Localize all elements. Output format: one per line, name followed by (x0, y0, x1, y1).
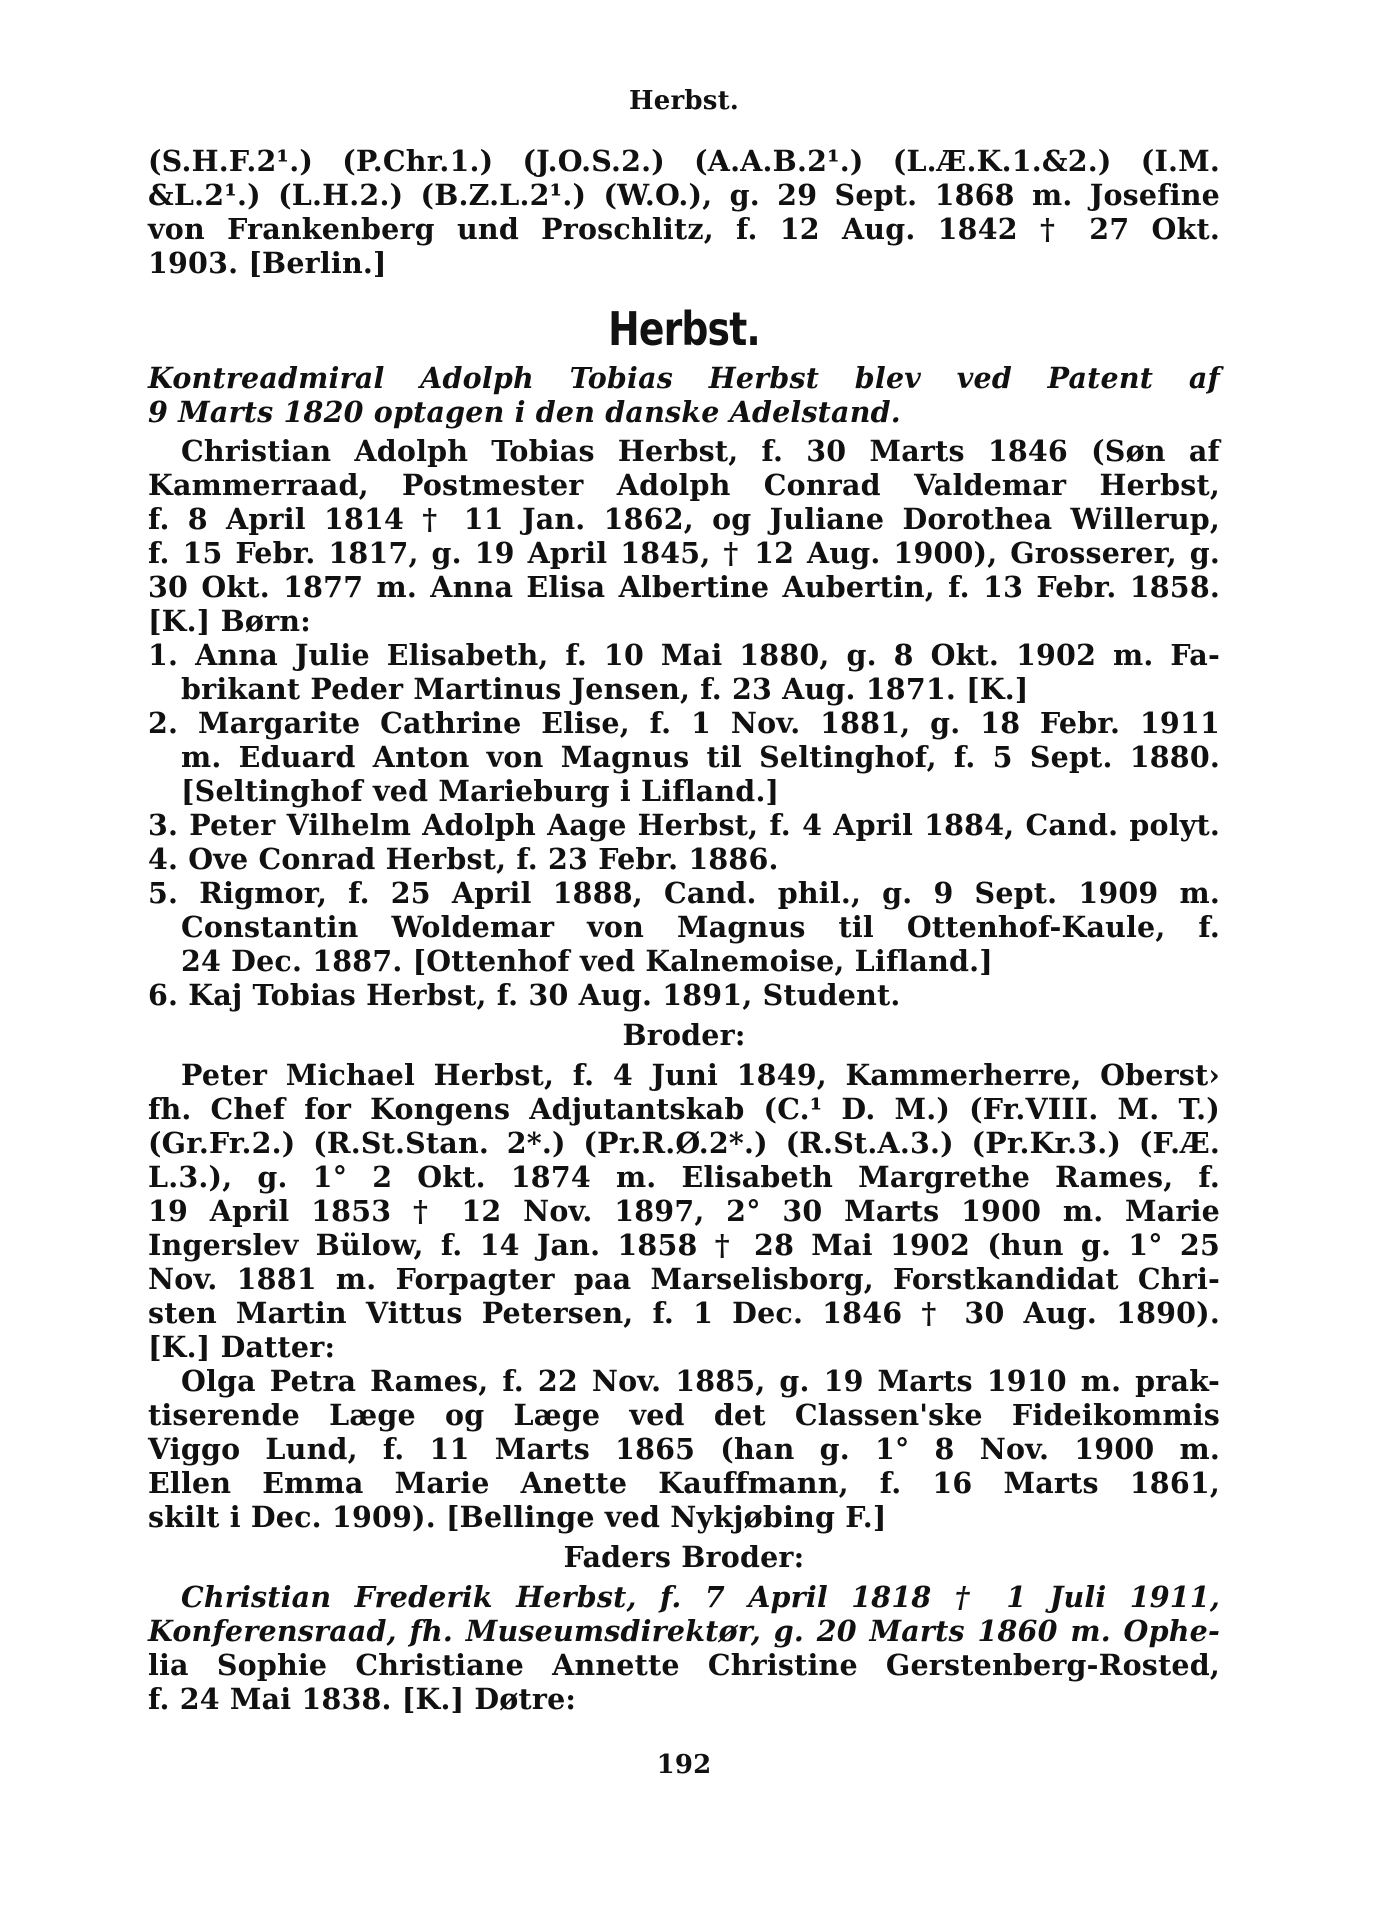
broder-line: Viggo Lund, f. 11 Marts 1865 (han g. 1° 8 Nov. 1900 m. (148, 1432, 1220, 1466)
main-entry-line: f. 8 April 1814 † 11 Jan. 1862, og Juliane Dorothea Willerup, (148, 502, 1220, 536)
continuation-line: 1903. [Berlin.] (148, 246, 387, 280)
family-heading: Herbst. (608, 302, 760, 356)
page-number: 192 (656, 1750, 712, 1780)
faders-broder-line: f. 24 Mai 1838. [K.] Døtre: (148, 1682, 577, 1716)
faders-broder-heading: Faders Broder: (563, 1540, 805, 1574)
faders-broder-line: Christian Frederik Herbst, f. 7 April 1818 † 1 Juli 1911, (181, 1580, 1220, 1614)
main-entry-line: f. 15 Febr. 1817, g. 19 April 1845, † 12 Aug. 1900), Grosserer, g. (148, 536, 1220, 570)
broder-line: sten Martin Vittus Petersen, f. 1 Dec. 1846 † 30 Aug. 1890). (148, 1296, 1220, 1330)
running-head: Herbst. (628, 86, 740, 116)
child-entry-line: 1. Anna Julie Elisabeth, f. 10 Mai 1880, g. 8 Okt. 1902 m. Fa- (148, 638, 1220, 672)
broder-line: Ingerslev Bülow, f. 14 Jan. 1858 † 28 Mai 1902 (hun g. 1° 25 (148, 1228, 1220, 1262)
faders-broder-line: Konferensraad, fh. Museumsdirektør, g. 20 Marts 1860 m. Ophe- (148, 1614, 1220, 1648)
child-entry-line: m. Eduard Anton von Magnus til Seltinghof, f. 5 Sept. 1880. (181, 740, 1220, 774)
child-entry-line: 2. Margarite Cathrine Elise, f. 1 Nov. 1881, g. 18 Febr. 1911 (148, 706, 1220, 740)
broder-line: [K.] Datter: (148, 1330, 336, 1364)
child-entry-line: 5. Rigmor, f. 25 April 1888, Cand. phil., g. 9 Sept. 1909 m. (148, 876, 1220, 910)
child-entry-line: 3. Peter Vilhelm Adolph Aage Herbst, f. 4 April 1884, Cand. polyt. (148, 808, 1220, 842)
patent-note-line: 9 Marts 1820 optagen i den danske Adelstand. (148, 395, 901, 429)
patent-note-line: Kontreadmiral Adolph Tobias Herbst blev ved Patent af (148, 361, 1220, 395)
main-entry-line: 30 Okt. 1877 m. Anna Elisa Albertine Aubertin, f. 13 Febr. 1858. (148, 570, 1220, 604)
child-entry-line: 4. Ove Conrad Herbst, f. 23 Febr. 1886. (148, 842, 779, 876)
child-entry-line: 24 Dec. 1887. [Ottenhof ved Kalnemoise, Lifland.] (181, 944, 993, 978)
faders-broder-line: lia Sophie Christiane Annette Christine Gerstenberg-Rosted, (148, 1648, 1220, 1682)
broder-heading: Broder: (622, 1018, 746, 1052)
broder-line: 19 April 1853 † 12 Nov. 1897, 2° 30 Marts 1900 m. Marie (148, 1194, 1220, 1228)
main-entry-line: [K.] Børn: (148, 604, 311, 638)
broder-line: fh. Chef for Kongens Adjutantskab (C.¹ D. M.) (Fr.VIII. M. T.) (148, 1092, 1220, 1126)
broder-line: skilt i Dec. 1909). [Bellinge ved Nykjøbing F.] (148, 1500, 887, 1534)
broder-line: (Gr.Fr.2.) (R.St.Stan. 2*.) (Pr.R.Ø.2*.) (R.St.A.3.) (Pr.Kr.3.) (F.Æ. (148, 1126, 1220, 1160)
broder-line: Olga Petra Rames, f. 22 Nov. 1885, g. 19 Marts 1910 m. prak- (181, 1364, 1220, 1398)
continuation-line: &L.2¹.) (L.H.2.) (B.Z.L.2¹.) (W.O.), g. 29 Sept. 1868 m. Josefine (148, 178, 1220, 212)
continuation-line: von Frankenberg und Proschlitz, f. 12 Aug. 1842 † 27 Okt. (148, 212, 1220, 246)
broder-line: Nov. 1881 m. Forpagter paa Marselisborg, Forstkandidat Chri- (148, 1262, 1220, 1296)
child-entry-line: [Seltinghof ved Marieburg i Lifland.] (181, 774, 780, 808)
continuation-line: (S.H.F.2¹.) (P.Chr.1.) (J.O.S.2.) (A.A.B.2¹.) (L.Æ.K.1.&2.) (I.M. (148, 144, 1220, 178)
child-entry-line: Constantin Woldemar von Magnus til Ottenhof-Kaule, f. (181, 910, 1220, 944)
broder-line: tiserende Læge og Læge ved det Classen'ske Fideikommis (148, 1398, 1220, 1432)
broder-line: Ellen Emma Marie Anette Kauffmann, f. 16 Marts 1861, (148, 1466, 1220, 1500)
child-entry-line: 6. Kaj Tobias Herbst, f. 30 Aug. 1891, Student. (148, 978, 901, 1012)
broder-line: L.3.), g. 1° 2 Okt. 1874 m. Elisabeth Margrethe Rames, f. (148, 1160, 1220, 1194)
main-entry-line: Christian Adolph Tobias Herbst, f. 30 Marts 1846 (Søn af (181, 434, 1220, 468)
main-entry-line: Kammerraad, Postmester Adolph Conrad Valdemar Herbst, (148, 468, 1220, 502)
broder-line: Peter Michael Herbst, f. 4 Juni 1849, Kammerherre, Oberst› (181, 1058, 1220, 1092)
child-entry-line: brikant Peder Martinus Jensen, f. 23 Aug. 1871. [K.] (181, 672, 1029, 706)
